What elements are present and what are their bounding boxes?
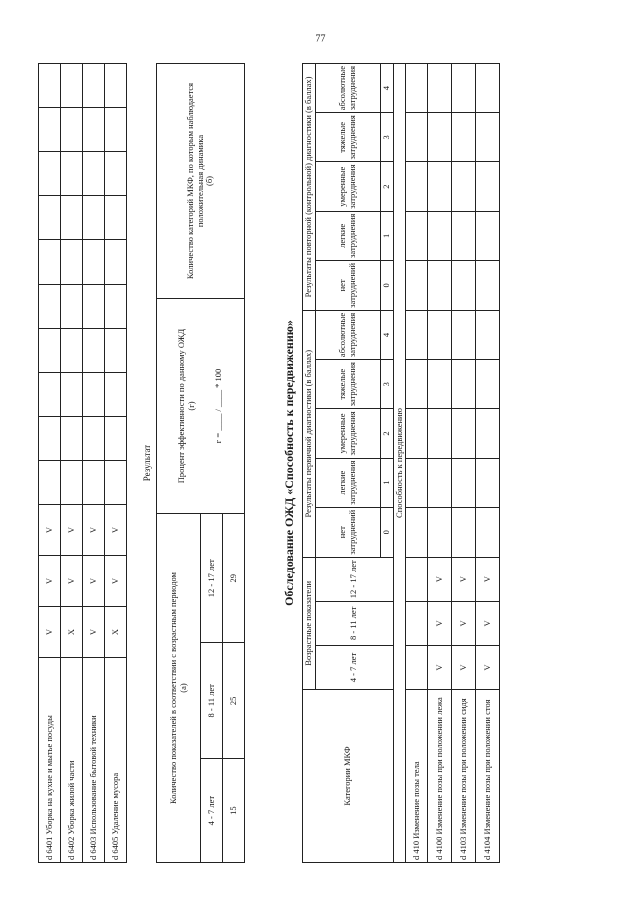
pct-formula: г = ____ / ____ * 100 bbox=[213, 368, 224, 444]
empty-cell bbox=[428, 409, 452, 458]
age-group: 8 - 11 лет bbox=[201, 643, 223, 759]
empty-cell bbox=[406, 113, 428, 162]
empty-cell bbox=[476, 260, 500, 310]
empty-cell bbox=[105, 240, 127, 284]
cat-header: Категории МКФ bbox=[303, 690, 394, 863]
empty-cell bbox=[476, 113, 500, 162]
top-row-label: d 6401 Уборка на кухне и мытье посуды bbox=[39, 658, 61, 863]
degree-header: абсолютные затруднения bbox=[315, 64, 380, 113]
score-header: 3 bbox=[380, 360, 393, 409]
empty-cell bbox=[61, 196, 83, 240]
top-table bbox=[38, 63, 127, 863]
empty-cell bbox=[105, 64, 127, 108]
empty-cell bbox=[476, 162, 500, 211]
empty-cell bbox=[476, 360, 500, 409]
age-count: 29 bbox=[223, 514, 245, 643]
top-row-mark: X bbox=[61, 607, 83, 658]
empty-cell bbox=[39, 460, 61, 504]
empty-cell bbox=[476, 310, 500, 359]
mkf-cell bbox=[157, 64, 245, 299]
empty-cell bbox=[406, 601, 428, 645]
top-table-row bbox=[105, 64, 127, 863]
empty-cell bbox=[428, 458, 452, 507]
age-header: Возрастные показатели bbox=[303, 557, 316, 689]
empty-cell bbox=[428, 162, 452, 211]
result-label: Результат bbox=[142, 444, 152, 482]
degree-header: легкие затруднения bbox=[315, 458, 380, 507]
empty-cell bbox=[452, 310, 476, 359]
empty-cell bbox=[105, 328, 127, 372]
page-number: 77 bbox=[315, 33, 325, 45]
main-row-label: d 4100 Изменение позы при положении лежа bbox=[428, 690, 452, 863]
main-row-mark: V bbox=[476, 601, 500, 645]
empty-cell bbox=[406, 360, 428, 409]
empty-cell bbox=[406, 409, 428, 458]
degree-header: тяжелые затруднения bbox=[315, 360, 380, 409]
group-row-label: d 410 Изменение позы тела bbox=[406, 690, 428, 863]
age-column-header: 12 - 17 лет bbox=[315, 557, 393, 601]
empty-cell bbox=[406, 162, 428, 211]
empty-cell bbox=[39, 416, 61, 460]
pct-cell bbox=[157, 299, 245, 514]
top-table-row bbox=[39, 64, 61, 863]
count-sub: (а) bbox=[177, 683, 188, 693]
empty-cell bbox=[61, 64, 83, 108]
top-row-label: d 6403 Использование бытовой техники bbox=[83, 658, 105, 863]
main-table bbox=[302, 63, 500, 863]
top-table-row bbox=[83, 64, 105, 863]
empty-cell bbox=[428, 64, 452, 113]
section-row: Способность к передвижению bbox=[393, 64, 406, 863]
main-row-label: d 4104 Изменение позы при положении стоя bbox=[476, 690, 500, 863]
main-row-mark: V bbox=[428, 645, 452, 689]
degree-header: абсолютные затруднения bbox=[315, 310, 380, 359]
main-row-mark: V bbox=[452, 601, 476, 645]
score-header: 4 bbox=[380, 64, 393, 113]
empty-cell bbox=[452, 211, 476, 260]
top-row-label: d 6402 Уборка жилой части bbox=[61, 658, 83, 863]
degree-header: тяжелые затруднения bbox=[315, 113, 380, 162]
empty-cell bbox=[39, 64, 61, 108]
empty-cell bbox=[428, 310, 452, 359]
score-header: 4 bbox=[380, 310, 393, 359]
main-row-mark: V bbox=[428, 601, 452, 645]
primary-header: Результаты первичной диагностики (в баллах) bbox=[303, 310, 316, 557]
empty-cell bbox=[428, 211, 452, 260]
empty-cell bbox=[406, 557, 428, 601]
empty-cell bbox=[428, 260, 452, 310]
score-header: 1 bbox=[380, 458, 393, 507]
empty-cell bbox=[476, 458, 500, 507]
main-row-mark: V bbox=[452, 645, 476, 689]
main-table-row bbox=[476, 64, 500, 863]
main-table-row bbox=[452, 64, 476, 863]
degree-header: нет затруднений bbox=[315, 260, 380, 310]
empty-cell bbox=[83, 328, 105, 372]
empty-cell bbox=[105, 416, 127, 460]
degree-header: умеренные затруднения bbox=[315, 162, 380, 211]
empty-cell bbox=[39, 372, 61, 416]
degree-header: нет затруднений bbox=[315, 507, 380, 557]
top-row-label: d 6405 Удаление мусора bbox=[105, 658, 127, 863]
empty-cell bbox=[452, 458, 476, 507]
main-row-mark: V bbox=[476, 557, 500, 601]
degree-header: умеренные затруднения bbox=[315, 409, 380, 458]
empty-cell bbox=[61, 328, 83, 372]
empty-cell bbox=[83, 284, 105, 328]
top-row-mark: V bbox=[83, 505, 105, 556]
age-group: 12 - 17 лет bbox=[201, 514, 223, 643]
section-title: Обследование ОЖД «Способность к передвижению» bbox=[282, 320, 296, 606]
empty-cell bbox=[83, 64, 105, 108]
pct-sub: (г) bbox=[185, 401, 196, 411]
empty-cell bbox=[105, 152, 127, 196]
empty-cell bbox=[406, 64, 428, 113]
empty-cell bbox=[406, 458, 428, 507]
empty-cell bbox=[105, 108, 127, 152]
empty-cell bbox=[406, 260, 428, 310]
top-row-mark: V bbox=[105, 505, 127, 556]
main-row-label: d 4103 Изменение позы при положении сидя bbox=[452, 690, 476, 863]
empty-cell bbox=[61, 152, 83, 196]
empty-cell bbox=[406, 310, 428, 359]
empty-cell bbox=[452, 64, 476, 113]
top-row-mark: V bbox=[39, 556, 61, 607]
empty-cell bbox=[61, 108, 83, 152]
age-count: 25 bbox=[223, 643, 245, 759]
score-header: 2 bbox=[380, 162, 393, 211]
empty-cell bbox=[452, 507, 476, 557]
mkf-sub: (б) bbox=[204, 176, 215, 186]
empty-cell bbox=[61, 372, 83, 416]
empty-cell bbox=[476, 211, 500, 260]
empty-cell bbox=[105, 460, 127, 504]
empty-cell bbox=[452, 260, 476, 310]
empty-cell bbox=[406, 645, 428, 689]
empty-cell bbox=[476, 507, 500, 557]
score-header: 3 bbox=[380, 113, 393, 162]
empty-cell bbox=[61, 416, 83, 460]
main-row-mark: V bbox=[476, 645, 500, 689]
empty-cell bbox=[452, 113, 476, 162]
score-header: 2 bbox=[380, 409, 393, 458]
age-column-header: 4 - 7 лет bbox=[315, 645, 393, 689]
empty-cell bbox=[476, 409, 500, 458]
empty-cell bbox=[452, 409, 476, 458]
empty-cell bbox=[39, 284, 61, 328]
score-header: 0 bbox=[380, 507, 393, 557]
pct-header: Процент эффективности по данному ОЖД bbox=[175, 328, 186, 484]
score-header: 0 bbox=[380, 260, 393, 310]
age-count: 15 bbox=[223, 759, 245, 863]
empty-cell bbox=[61, 240, 83, 284]
score-header: 1 bbox=[380, 211, 393, 260]
empty-cell bbox=[105, 196, 127, 240]
empty-cell bbox=[428, 360, 452, 409]
count-header-cell bbox=[157, 514, 201, 863]
result-table bbox=[156, 63, 245, 863]
age-column-header: 8 - 11 лет bbox=[315, 601, 393, 645]
age-group: 4 - 7 лет bbox=[201, 759, 223, 863]
empty-cell bbox=[61, 460, 83, 504]
empty-cell bbox=[83, 108, 105, 152]
empty-cell bbox=[105, 372, 127, 416]
empty-cell bbox=[39, 196, 61, 240]
empty-cell bbox=[83, 240, 105, 284]
empty-cell bbox=[83, 460, 105, 504]
empty-cell bbox=[83, 416, 105, 460]
empty-cell bbox=[452, 360, 476, 409]
empty-cell bbox=[39, 240, 61, 284]
empty-cell bbox=[39, 328, 61, 372]
empty-cell bbox=[39, 108, 61, 152]
empty-cell bbox=[428, 113, 452, 162]
empty-cell bbox=[83, 372, 105, 416]
empty-cell bbox=[476, 64, 500, 113]
main-row-mark: V bbox=[452, 557, 476, 601]
top-row-mark: V bbox=[39, 505, 61, 556]
top-row-mark: V bbox=[39, 607, 61, 658]
mkf-header: Количество категорий МКФ, по которым наблюдается положительная динамика bbox=[184, 82, 205, 280]
top-row-mark: V bbox=[61, 505, 83, 556]
empty-cell bbox=[61, 284, 83, 328]
main-table-row bbox=[428, 64, 452, 863]
main-row-mark: V bbox=[428, 557, 452, 601]
empty-cell bbox=[428, 507, 452, 557]
page-number-holder bbox=[30, 29, 610, 49]
top-table-row bbox=[61, 64, 83, 863]
empty-cell bbox=[83, 196, 105, 240]
empty-cell bbox=[406, 211, 428, 260]
empty-cell bbox=[83, 152, 105, 196]
degree-header: легкие затруднения bbox=[315, 211, 380, 260]
repeat-header: Результаты повторной (контрольной) диагностики (в баллах) bbox=[303, 64, 316, 311]
top-row-mark: V bbox=[83, 556, 105, 607]
count-header: Количество показателей в соответствии с возрастным периодом bbox=[167, 572, 178, 804]
top-row-mark: V bbox=[61, 556, 83, 607]
top-row-mark: V bbox=[83, 607, 105, 658]
empty-cell bbox=[452, 162, 476, 211]
empty-cell bbox=[39, 152, 61, 196]
rotated-page-content bbox=[30, 29, 610, 871]
top-row-mark: V bbox=[105, 556, 127, 607]
top-row-mark: X bbox=[105, 607, 127, 658]
empty-cell bbox=[105, 284, 127, 328]
empty-cell bbox=[406, 507, 428, 557]
